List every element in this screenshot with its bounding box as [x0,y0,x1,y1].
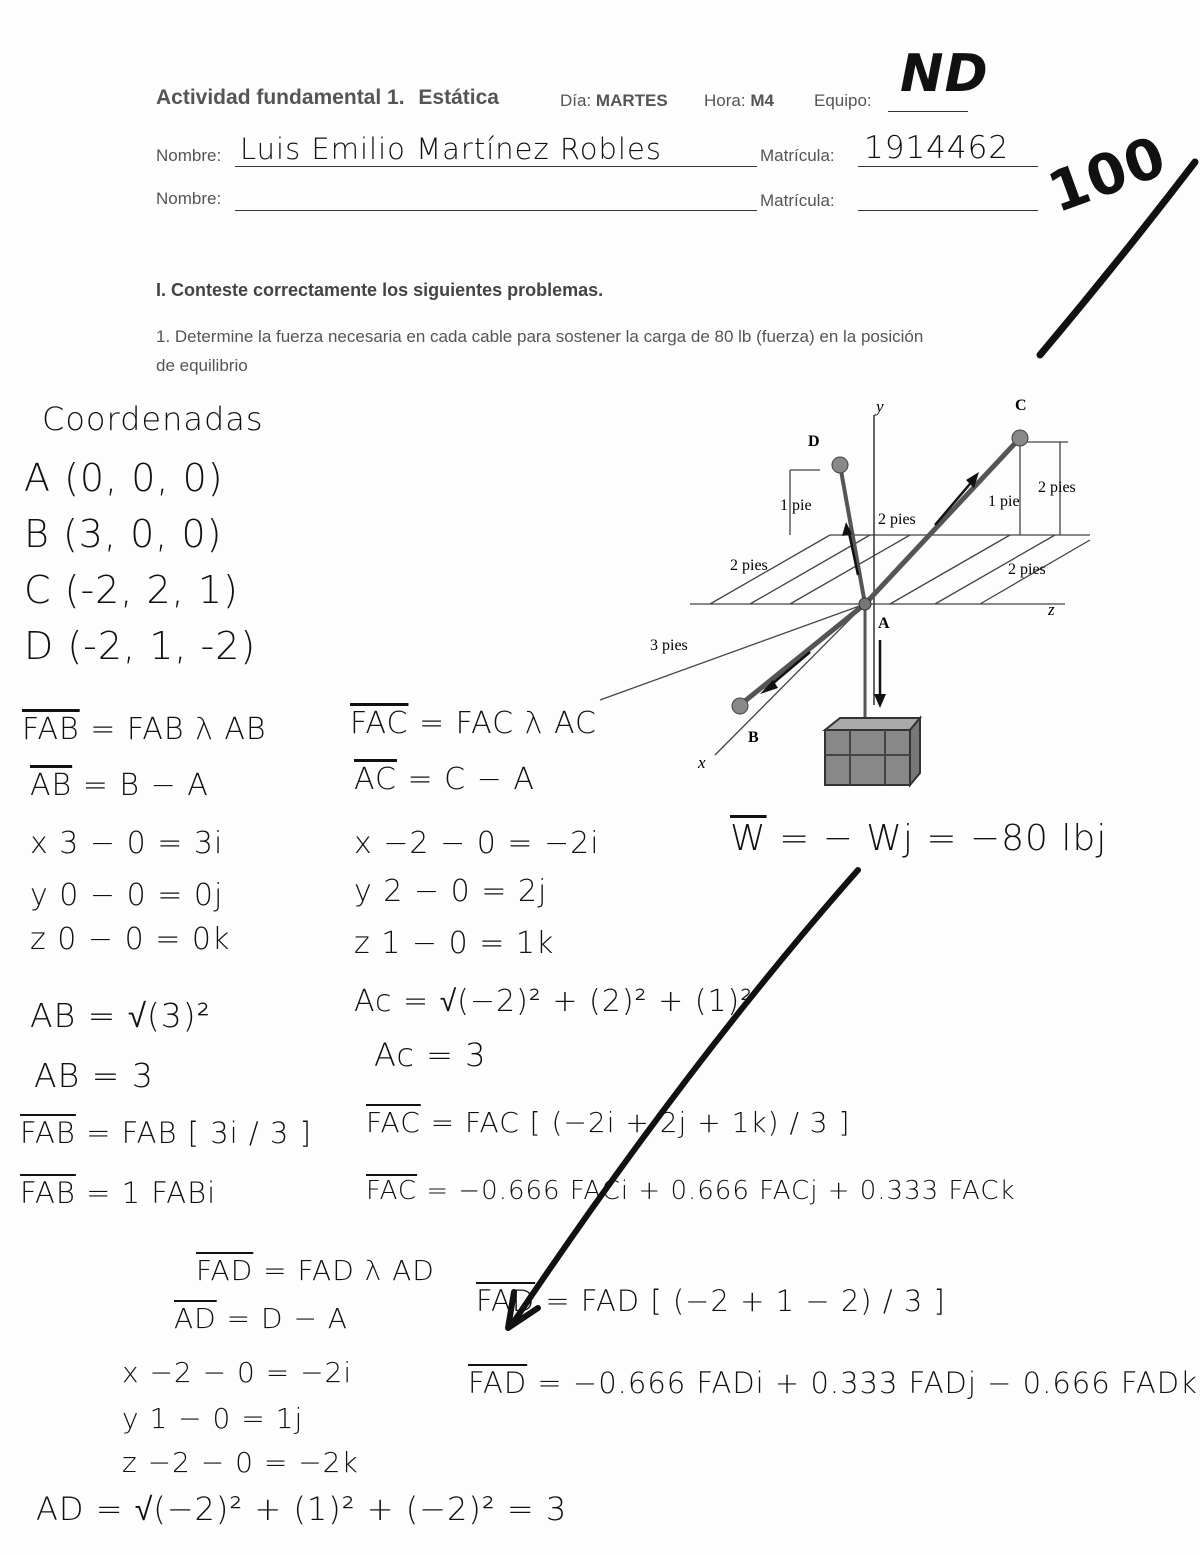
mat1-label: Matrícula: [760,146,835,165]
ab-eq2: $\overline{AB} = B - A$ [30,768,209,803]
ac-eq1: $\overline{FAC}$ = FAC λ AC [350,706,597,741]
grade-check-icon [1030,150,1200,370]
point-d-label: D [808,433,820,450]
ad-x: x −2 − 0 = −2i [122,1356,353,1389]
day-field: Día: MARTES [560,91,668,110]
mat2-label: Matrícula: [760,191,835,210]
mat1-value: 1914462 [864,130,1010,166]
ab-vec: $\overline{FAB}$ = FAB [ 3i / 3 ] [20,1116,312,1150]
ab-y: y 0 − 0 = 0j [30,878,224,913]
dim-2pies-right: 2 pies [1008,561,1046,578]
ab-x: x 3 − 0 = 3i [30,826,224,861]
ad-eq2: $\overline{AD} = D - A$ [174,1302,348,1335]
cable-figure [590,390,1110,810]
coord-b: B (3, 0, 0) [24,512,223,556]
grade-mark: 100 [1040,123,1175,227]
coord-a: A (0, 0, 0) [24,456,224,500]
mat1-line [858,166,1038,167]
name2-label: Nombre: [156,189,222,208]
hour-field: Hora: M4 [704,91,774,110]
ab-eq1: $\overline{FAB}$ = FAB λ AB [22,712,267,747]
point-b-label: B [748,729,759,746]
point-c-label: C [1015,397,1027,414]
ac-eq2: $\overline{AC} = C - A$ [354,762,535,797]
section-heading: I. Conteste correctamente los siguientes problemas. [156,280,604,300]
ac-mag: Ac = √(−2)² + (2)² + (1)² [354,984,754,1019]
axis-y-label: y [876,397,884,416]
ac-vec: $\overline{FAC}$ = FAC [ (−2i + 2j + 1k) / 3 ] [366,1106,851,1139]
ac-z: z 1 − 0 = 1k [354,926,555,961]
ab-result: $\overline{FAB} = 1$ FABi [20,1176,217,1210]
axis-x-label: x [698,753,706,772]
coord-c: C (-2, 2, 1) [24,568,239,612]
dim-1pie-c: 1 pie [988,493,1020,510]
hand-drawn-arrow-icon [490,860,870,1340]
ad-z: z −2 − 0 = −2k [122,1446,359,1479]
name1-label: Nombre: [156,146,222,165]
ad-y: y 1 − 0 = 1j [122,1402,304,1435]
ab-mag: AB = √(3)² [30,996,211,1035]
ad-eq1: $\overline{FAD}$ = FAD λ AD [196,1254,435,1287]
problem-text-line2: de equilibrio [156,356,248,375]
dim-2pies-c: 2 pies [1038,479,1076,496]
ac-y: y 2 − 0 = 2j [354,874,548,909]
mat2-line [858,210,1038,211]
dim-3pies: 3 pies [650,637,688,654]
axis-z-label: z [1048,600,1055,619]
coords-title: Coordenadas [42,400,264,438]
ac-x: x −2 − 0 = −2i [354,826,600,861]
ad-vec: $\overline{FAD}$ = FAD [ (−2 + 1 − 2) / 3 ] [476,1284,946,1318]
team-value: ND [900,44,989,104]
ac-mag2: Ac = 3 [374,1036,487,1074]
ad-result: $\overline{FAD} = -0.666$ FADi + 0.333 FADj − 0.666 FADk [468,1366,1198,1400]
point-a-label: A [878,615,890,632]
problem-text-line1: 1. Determine la fuerza necesaria en cada cable para sostener la carga de 80 lb (fuerza) en la posición [156,327,924,346]
name2-line [235,210,757,211]
team-label: Equipo: [814,91,872,110]
dim-1pie-d: 1 pie [780,497,812,514]
dim-2pies-left: 2 pies [730,557,768,574]
team-line [888,111,968,112]
load-crate-icon [825,718,920,785]
weight-equation: $\overline{W}$ = − Wj = −80 lbj [730,818,1108,859]
ac-result: $\overline{FAC} = -0.666$ FACi + 0.666 FACj + 0.333 FACk [366,1176,1016,1206]
dim-2pies-mid: 2 pies [878,511,916,528]
name1-value: Luis Emilio Martínez Robles [240,132,662,166]
coord-d: D (-2, 1, -2) [24,624,257,668]
name1-line [235,166,757,167]
ab-z: z 0 − 0 = 0k [30,922,231,957]
ab-mag2: AB = 3 [34,1056,154,1095]
ad-mag: AD = √(−2)² + (1)² + (−2)² = 3 [36,1490,568,1528]
activity-title: Actividad fundamental 1. Estática [156,86,499,109]
